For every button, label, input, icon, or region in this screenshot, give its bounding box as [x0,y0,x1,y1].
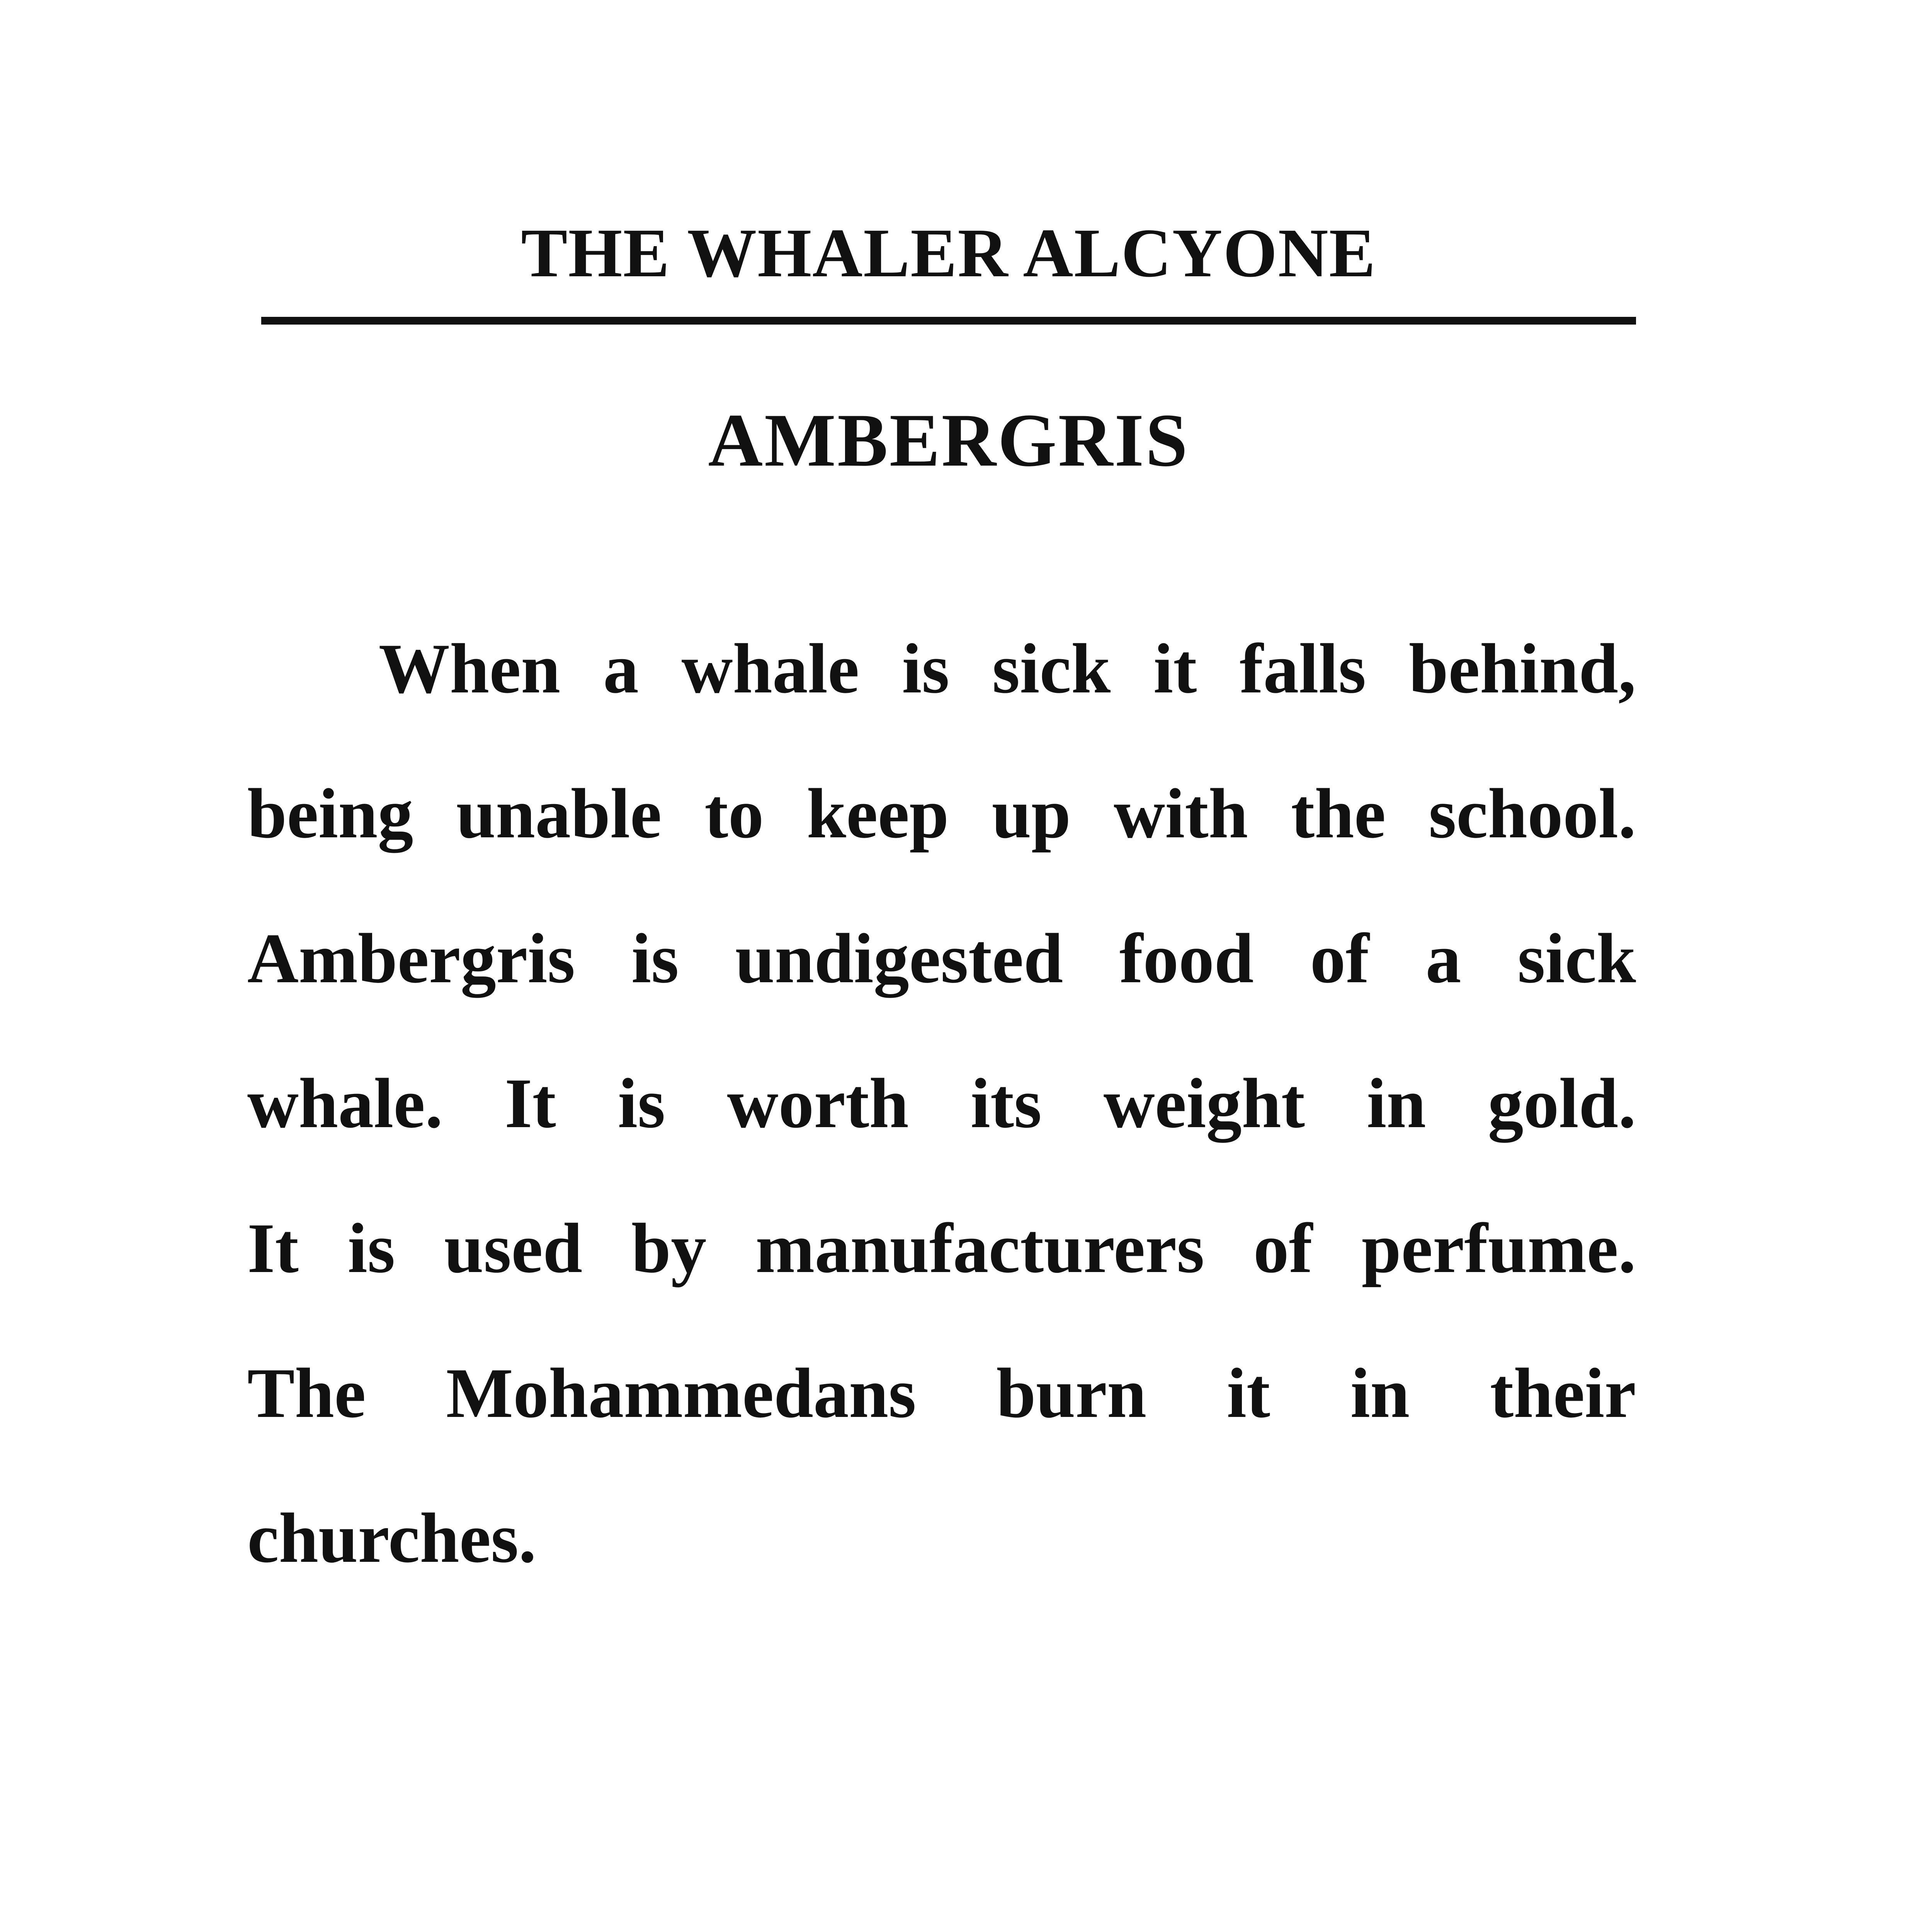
paragraph-line: whale. It is worth its weight in gold. [247,1064,1636,1143]
paragraph-line: It is used by manufacturers of perfume. [247,1209,1636,1287]
paragraph-line: churches. [247,1498,536,1577]
running-header-title: THE WHALER ALCYONE [521,214,1376,291]
paragraph-line: When a whale is sick it falls behind, [379,629,1636,708]
paragraph-line: being unable to keep up with the school. [247,774,1636,853]
body-paragraph [247,622,1636,1636]
paragraph-line: Ambergris is undigested food of a sick [247,919,1636,998]
paragraph-line: The Mohammedans burn it in their [247,1354,1636,1432]
header-rule [261,317,1636,325]
chapter-title: AMBERGRIS [708,398,1189,482]
